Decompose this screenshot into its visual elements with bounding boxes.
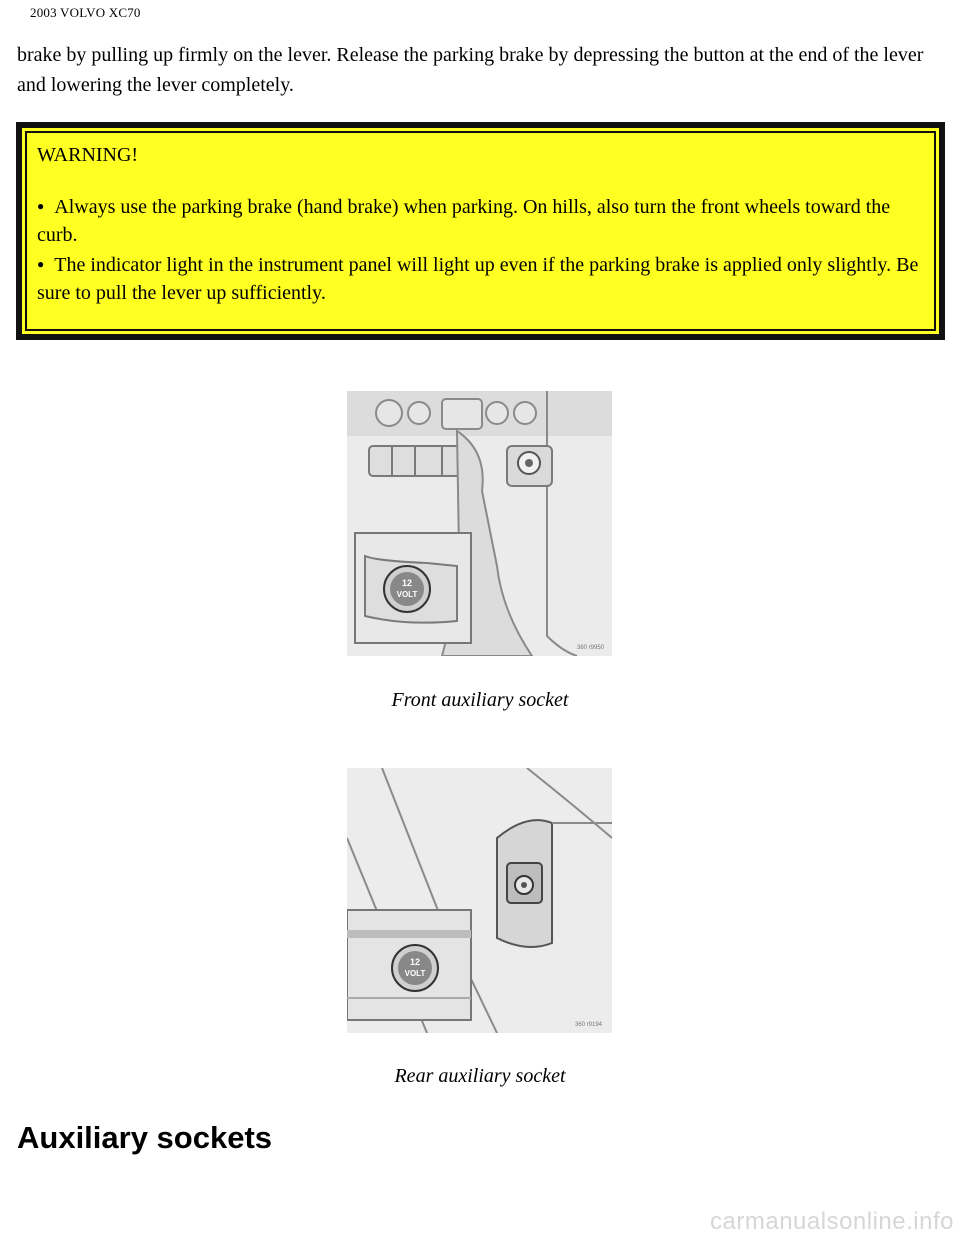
warning-item [37, 192, 924, 249]
figure-caption: Front auxiliary socket [391, 689, 569, 711]
page-header: 2003 VOLVO XC70 [30, 5, 141, 20]
figure-caption: Rear auxiliary socket [394, 1065, 566, 1087]
warning-title: WARNING! [37, 144, 139, 166]
warning-item [37, 250, 924, 307]
warning-item-text: Always use the parking brake (hand brake) when parking. On hills, also turn the front wheels toward the curb. [37, 196, 891, 246]
section-heading: Auxiliary sockets [17, 1120, 273, 1155]
svg-text:12: 12 [409, 957, 421, 967]
svg-text:VOLT: VOLT [396, 590, 418, 599]
warning-box [16, 122, 945, 340]
svg-text:360 r9194: 360 r9194 [575, 1022, 603, 1028]
intro-paragraph: brake by pulling up firmly on the lever. Release the parking brake by depressing the button at the end of the lever and lowering the lever completely. [17, 44, 924, 96]
bullet-icon: ● [37, 257, 45, 271]
watermark-logo: carmanualsonline.info [710, 1208, 954, 1235]
front-auxiliary-socket-illustration [347, 391, 612, 656]
bullet-icon: ● [37, 199, 45, 213]
rear-auxiliary-socket-illustration [347, 768, 612, 1033]
svg-text:360 r9950: 360 r9950 [577, 645, 605, 651]
warning-box-inner [25, 131, 936, 331]
svg-text:VOLT: VOLT [404, 969, 426, 978]
warning-item-text: The indicator light in the instrument panel will light up even if the parking brake is applied only slightly. Be sure to pull the lever up sufficiently. [37, 254, 919, 304]
svg-text:12: 12 [401, 578, 413, 588]
